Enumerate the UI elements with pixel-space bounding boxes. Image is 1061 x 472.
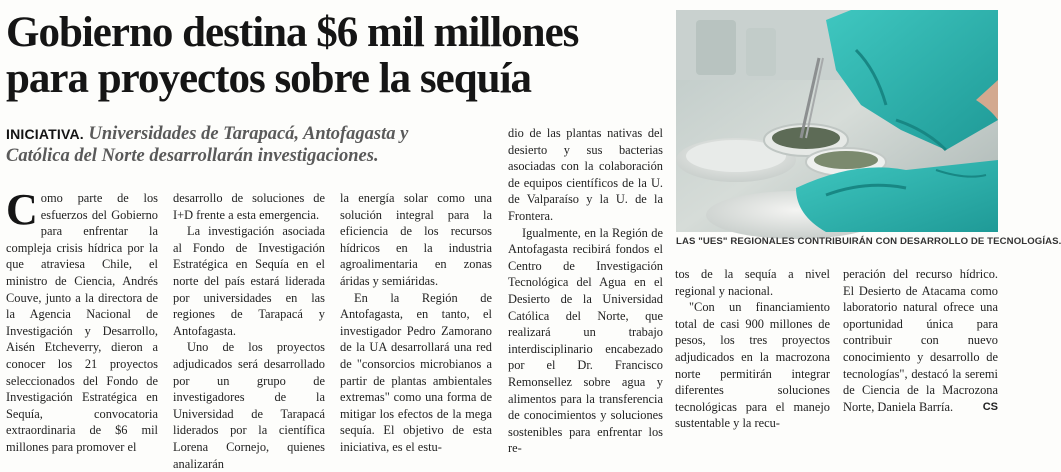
article-column-3 [340,190,492,454]
article-column-4 [508,125,663,456]
column-5-paragraph-1: tos de la sequía a nivel regional y nacional. [675,267,830,298]
kicker-label: INICIATIVA. [6,126,84,142]
article-column-5 [675,266,830,431]
column-2-paragraph-3: Uno de los proyectos adjudicados será desarrollado por un grupo de investigadores de la Universidad de Tarapacá liderados por la científica Lorena Cornejo, quienes analizarán [173,340,325,471]
lab-photo [676,10,998,232]
photo-caption: LAS "UES" REGIONALES CONTRIBUIRÁN CON DESARROLLO DE TECNOLOGÍAS. [676,236,1061,247]
headline-line-1: Gobierno destina $6 mil millones [6,9,579,56]
drop-cap: C [6,185,38,234]
headline-line-2: para proyectos sobre la sequía [6,55,532,102]
column-3-paragraph-1: la energía solar como una solución integral para la eficiencia de los recursos hídricos en la industria agroalimentaria en zonas áridas y semiáridas. [340,191,492,288]
column-1-text: omo parte de los esfuerzos del Gobierno para enfrentar la compleja crisis hídrica por la que atraviesa Chile, el ministro de Ciencia, Andrés Couve, junto a la directora de la Agencia Nacional de Investigación y Desarrollo, Aisén Etcheverry, dieron a conocer los 21 proyectos seleccionados del Fondo de Investigación Estratégica en Sequía, convocatoria extraordinaria de $6 mil millones para promover el [6,191,158,454]
column-3-paragraph-2: En la Región de Antofagasta, en tanto, el investigador Pedro Zamorano de la UA desarrollará una red de "consorcios microbianos a partir de plantas ambientales extremas" como una forma de mitigar los efectos de la mega sequía. El objetivo de esta iniciativa, es el estu- [340,290,492,454]
column-2-paragraph-2: La investigación asociada al Fondo de Investigación Estratégica en Sequía en el norte del país estará liderada por universidades en las regiones de Tarapacá y Antofagasta. [173,224,325,338]
column-5-paragraph-2: "Con un financiamiento total de casi 900 millones de pesos, los tres proyectos adjudicados en la macrozona norte permitirán integrar diferentes soluciones tecnológicas para el manejo sustentable y la recu- [675,300,830,431]
headline [6,10,666,102]
kicker [6,123,476,167]
article-column-2 [173,190,325,471]
column-4-paragraph-2: Igualmente, en la Región de Antofagasta recibirá fondos el Centro de Investigación Tecnológica del Agua en el Desierto de la Universidad Católica del Norte, que realizará un trabajo interdisciplinario encabezado por el Dr. Francisco Remonsellez sobre agua y alimentos para la transferencia de conocimientos y soluciones sostenibles para enfrentar los re- [508,225,663,456]
end-mark: CS [982,400,998,413]
lab-scene-image [676,10,998,232]
article-column-6 [843,266,998,422]
column-4-paragraph-1: dio de las plantas nativas del desierto y sus bacterias asociadas con la colaboración de equipos científicos de la U. de Valparaíso y la U. de la Frontera. [508,126,663,223]
kicker-text: Universidades de Tarapacá, Antofagasta y Católica del Norte desarrollarán investigaciones. [6,124,409,166]
column-6-text: peración del recurso hídrico. El Desierto de Atacama como laboratorio natural ofrece una oportunidad única para contribuir con nuevo conocimiento y desarrollo de tecnologías", destacó la seremi de Ciencia de la Macrozona Norte, Daniela Barría. [843,267,998,414]
column-2-paragraph-1: desarrollo de soluciones de I+D frente a esta emergencia. [173,191,325,222]
article-column-1 [6,185,158,454]
